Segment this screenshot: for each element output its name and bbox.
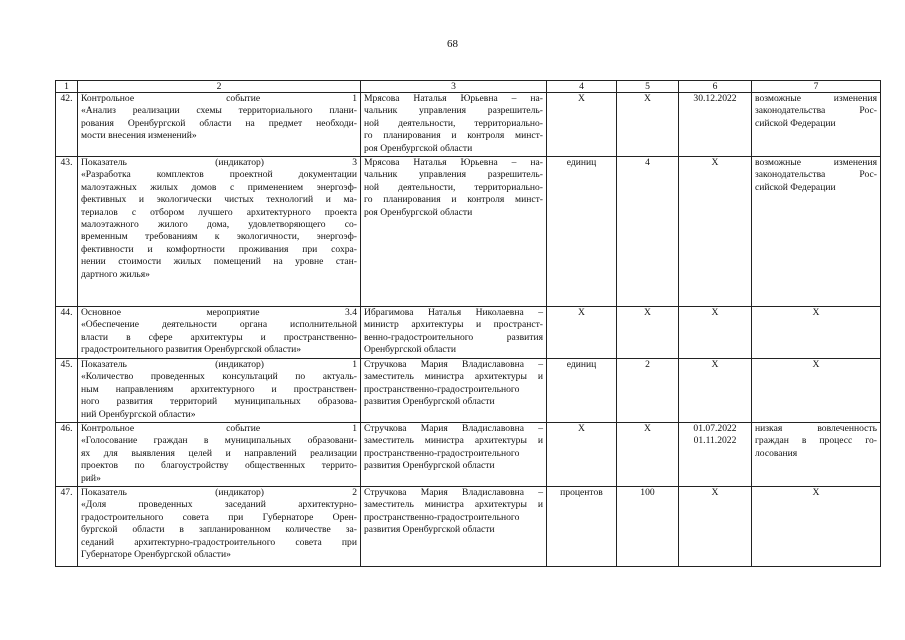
column-number: 6: [679, 81, 752, 93]
value-cell: 100: [617, 487, 679, 567]
value-cell: Х: [617, 93, 679, 157]
date-line: Х: [711, 307, 719, 318]
value-cell: 2: [617, 359, 679, 423]
risk-line: Х: [812, 359, 820, 370]
responsible-cell: [361, 93, 547, 157]
description-line: Губернаторе Оренбургской области»: [81, 549, 231, 561]
responsible-line: го планирования и контроля минст-: [364, 130, 543, 142]
column-number: 2: [78, 81, 361, 93]
responsible-line: пространственно-градостроительного: [364, 383, 520, 395]
responsible-line: заместитель министра архитектуры и: [364, 499, 543, 511]
responsible-line: Стручкова Мария Владиславовна –: [364, 487, 543, 498]
row-number: 46.: [56, 423, 78, 487]
description-line: «Обеспечение деятельности органа исполнительной: [81, 319, 357, 331]
value-cell: Х: [617, 307, 679, 359]
description-line: дартного жилья»: [81, 268, 150, 280]
responsible-line: роя Оренбургской области: [364, 142, 473, 154]
responsible-line: чальник управления разрешитель-: [364, 105, 543, 117]
risk-line: возможные изменения: [755, 93, 877, 104]
description-line: ний Оренбургской области»: [81, 408, 196, 420]
risk-cell: [752, 423, 881, 487]
risk-line: законодательства Рос-: [755, 105, 877, 117]
table-row: [56, 307, 881, 359]
description-cell: [78, 157, 361, 307]
description-cell: [78, 359, 361, 423]
responsible-line: Стручкова Мария Владиславовна –: [364, 423, 543, 434]
table-row: [56, 487, 881, 567]
date-line: 30.12.2022: [693, 93, 737, 104]
responsible-line: заместитель министра архитектуры и: [364, 371, 543, 383]
description-line: ным направлениям архитектурного и пространствен-: [81, 383, 357, 395]
responsible-cell: [361, 487, 547, 567]
description-line: ях для выявления целей и направлений реализации: [81, 447, 357, 459]
responsible-cell: [361, 307, 547, 359]
description-cell: [78, 487, 361, 567]
date-cell: [679, 307, 752, 359]
unit-cell: единиц: [547, 157, 617, 307]
risk-cell: [752, 359, 881, 423]
description-line: временным требованиям к экологичности, энергоэф-: [81, 231, 357, 243]
description-cell: [78, 307, 361, 359]
risk-line: возможные изменения: [755, 157, 877, 168]
document-table: [55, 80, 881, 567]
risk-line: лосования: [755, 447, 798, 459]
description-line: Показатель (индикатор) 2: [81, 487, 357, 498]
responsible-line: развития Оренбургской области: [364, 524, 495, 536]
description-line: «Количество проведенных консультаций по актуаль-: [81, 371, 357, 383]
responsible-line: Оренбургской области: [364, 344, 456, 356]
description-line: бургской области в запланированном количестве за-: [81, 524, 357, 536]
column-number: 3: [361, 81, 547, 93]
date-line: Х: [711, 487, 719, 498]
responsible-line: Стручкова Мария Владиславовна –: [364, 359, 543, 370]
risk-cell: [752, 487, 881, 567]
responsible-cell: [361, 157, 547, 307]
date-cell: [679, 93, 752, 157]
risk-line: сийской Федерации: [755, 117, 836, 129]
responsible-line: го планирования и контроля минст-: [364, 194, 543, 206]
description-line: Основное мероприятие 3.4: [81, 307, 357, 318]
responsible-line: развития Оренбургской области: [364, 396, 495, 408]
risk-line: граждан в процесс го-: [755, 435, 877, 447]
description-line: нении стоимости жилых помещений на уровне стан-: [81, 256, 357, 268]
row-number: 47.: [56, 487, 78, 567]
responsible-line: венно-градостроительного развития: [364, 331, 543, 343]
risk-line: Х: [812, 487, 820, 498]
description-line: фективности и комфортности проживания при сохра-: [81, 243, 357, 255]
risk-cell: [752, 93, 881, 157]
description-line: Показатель (индикатор) 1: [81, 359, 357, 370]
description-line: седаний архитектурно-градостроительного совета при: [81, 536, 357, 548]
responsible-line: ной деятельности, территориально-: [364, 181, 543, 193]
responsible-line: чальник управления разрешитель-: [364, 169, 543, 181]
unit-cell: единиц: [547, 359, 617, 423]
unit-cell: Х: [547, 423, 617, 487]
date-cell: [679, 487, 752, 567]
description-cell: [78, 423, 361, 487]
risk-line: сийской Федерации: [755, 181, 836, 193]
description-line: Контрольное событие 1: [81, 423, 357, 434]
description-line: «Доля проведенных заседаний архитектурно-: [81, 499, 357, 511]
date-cell: [679, 157, 752, 307]
column-number: 7: [752, 81, 881, 93]
table-row: [56, 423, 881, 487]
date-cell: [679, 423, 752, 487]
responsible-line: Мрясова Наталья Юрьевна – на-: [364, 157, 543, 168]
row-number: 42.: [56, 93, 78, 157]
risk-cell: [752, 307, 881, 359]
unit-cell: процентов: [547, 487, 617, 567]
date-line: Х: [711, 157, 719, 168]
description-line: рий»: [81, 472, 101, 484]
row-number: 44.: [56, 307, 78, 359]
description-cell: [78, 93, 361, 157]
responsible-line: Мрясова Наталья Юрьевна – на-: [364, 93, 543, 104]
value-cell: 4: [617, 157, 679, 307]
value-cell: Х: [617, 423, 679, 487]
date-line: 01.07.2022: [693, 423, 737, 434]
table-row: [56, 359, 881, 423]
responsible-line: ной деятельности, территориально-: [364, 117, 543, 129]
description-line: Показатель (индикатор) 3: [81, 157, 357, 168]
responsible-line: пространственно-градостроительного: [364, 511, 520, 523]
date-line: 01.11.2022: [693, 435, 737, 447]
date-line: Х: [711, 359, 719, 370]
date-cell: [679, 359, 752, 423]
table-row: [56, 157, 881, 307]
responsible-line: роя Оренбургской области: [364, 206, 473, 218]
table-row: [56, 93, 881, 157]
description-line: териалов с отбором лучшего архитектурного проекта: [81, 206, 357, 218]
risk-cell: [752, 157, 881, 307]
unit-cell: Х: [547, 307, 617, 359]
description-line: проектов по благоустройству общественных террито-: [81, 460, 357, 472]
row-number: 43.: [56, 157, 78, 307]
column-number: 1: [56, 81, 78, 93]
page-number: 68: [447, 38, 458, 50]
row-number: 45.: [56, 359, 78, 423]
description-line: ного развития территорий муниципальных образова-: [81, 396, 357, 408]
risk-line: низкая вовлеченность: [755, 423, 877, 434]
description-line: малоэтажного жилого дома, удовлетворяющего со-: [81, 219, 357, 231]
description-line: малоэтажных жилых домов с применением энергоэф-: [81, 181, 357, 193]
description-line: градостроительного совета при Губернаторе Орен-: [81, 511, 357, 523]
description-line: «Разработка комплектов проектной документации: [81, 169, 357, 181]
description-line: фективных и экологически чистых технологий и ма-: [81, 194, 357, 206]
responsible-line: заместитель министра архитектуры и: [364, 435, 543, 447]
description-line: «Анализ реализации схемы территориального плани-: [81, 105, 357, 117]
description-line: градостроительного развития Оренбургской области»: [81, 344, 302, 356]
responsible-line: пространственно-градостроительного: [364, 447, 520, 459]
responsible-line: развития Оренбургской области: [364, 460, 495, 472]
responsible-line: министр архитектуры и пространст-: [364, 319, 543, 331]
risk-line: Х: [812, 307, 820, 318]
description-line: Контрольное событие 1: [81, 93, 357, 104]
column-number-row: [56, 81, 881, 93]
responsible-cell: [361, 423, 547, 487]
responsible-line: Ибрагимова Наталья Николаевна –: [364, 307, 543, 318]
description-line: мости внесения изменений»: [81, 130, 197, 142]
column-number: 4: [547, 81, 617, 93]
column-number: 5: [617, 81, 679, 93]
description-line: рования Оренбургской области на предмет необходи-: [81, 117, 357, 129]
description-line: «Голосование граждан в муниципальных образовани-: [81, 435, 357, 447]
description-line: власти в сфере архитектуры и пространственно-: [81, 331, 357, 343]
unit-cell: Х: [547, 93, 617, 157]
responsible-cell: [361, 359, 547, 423]
risk-line: законодательства Рос-: [755, 169, 877, 181]
